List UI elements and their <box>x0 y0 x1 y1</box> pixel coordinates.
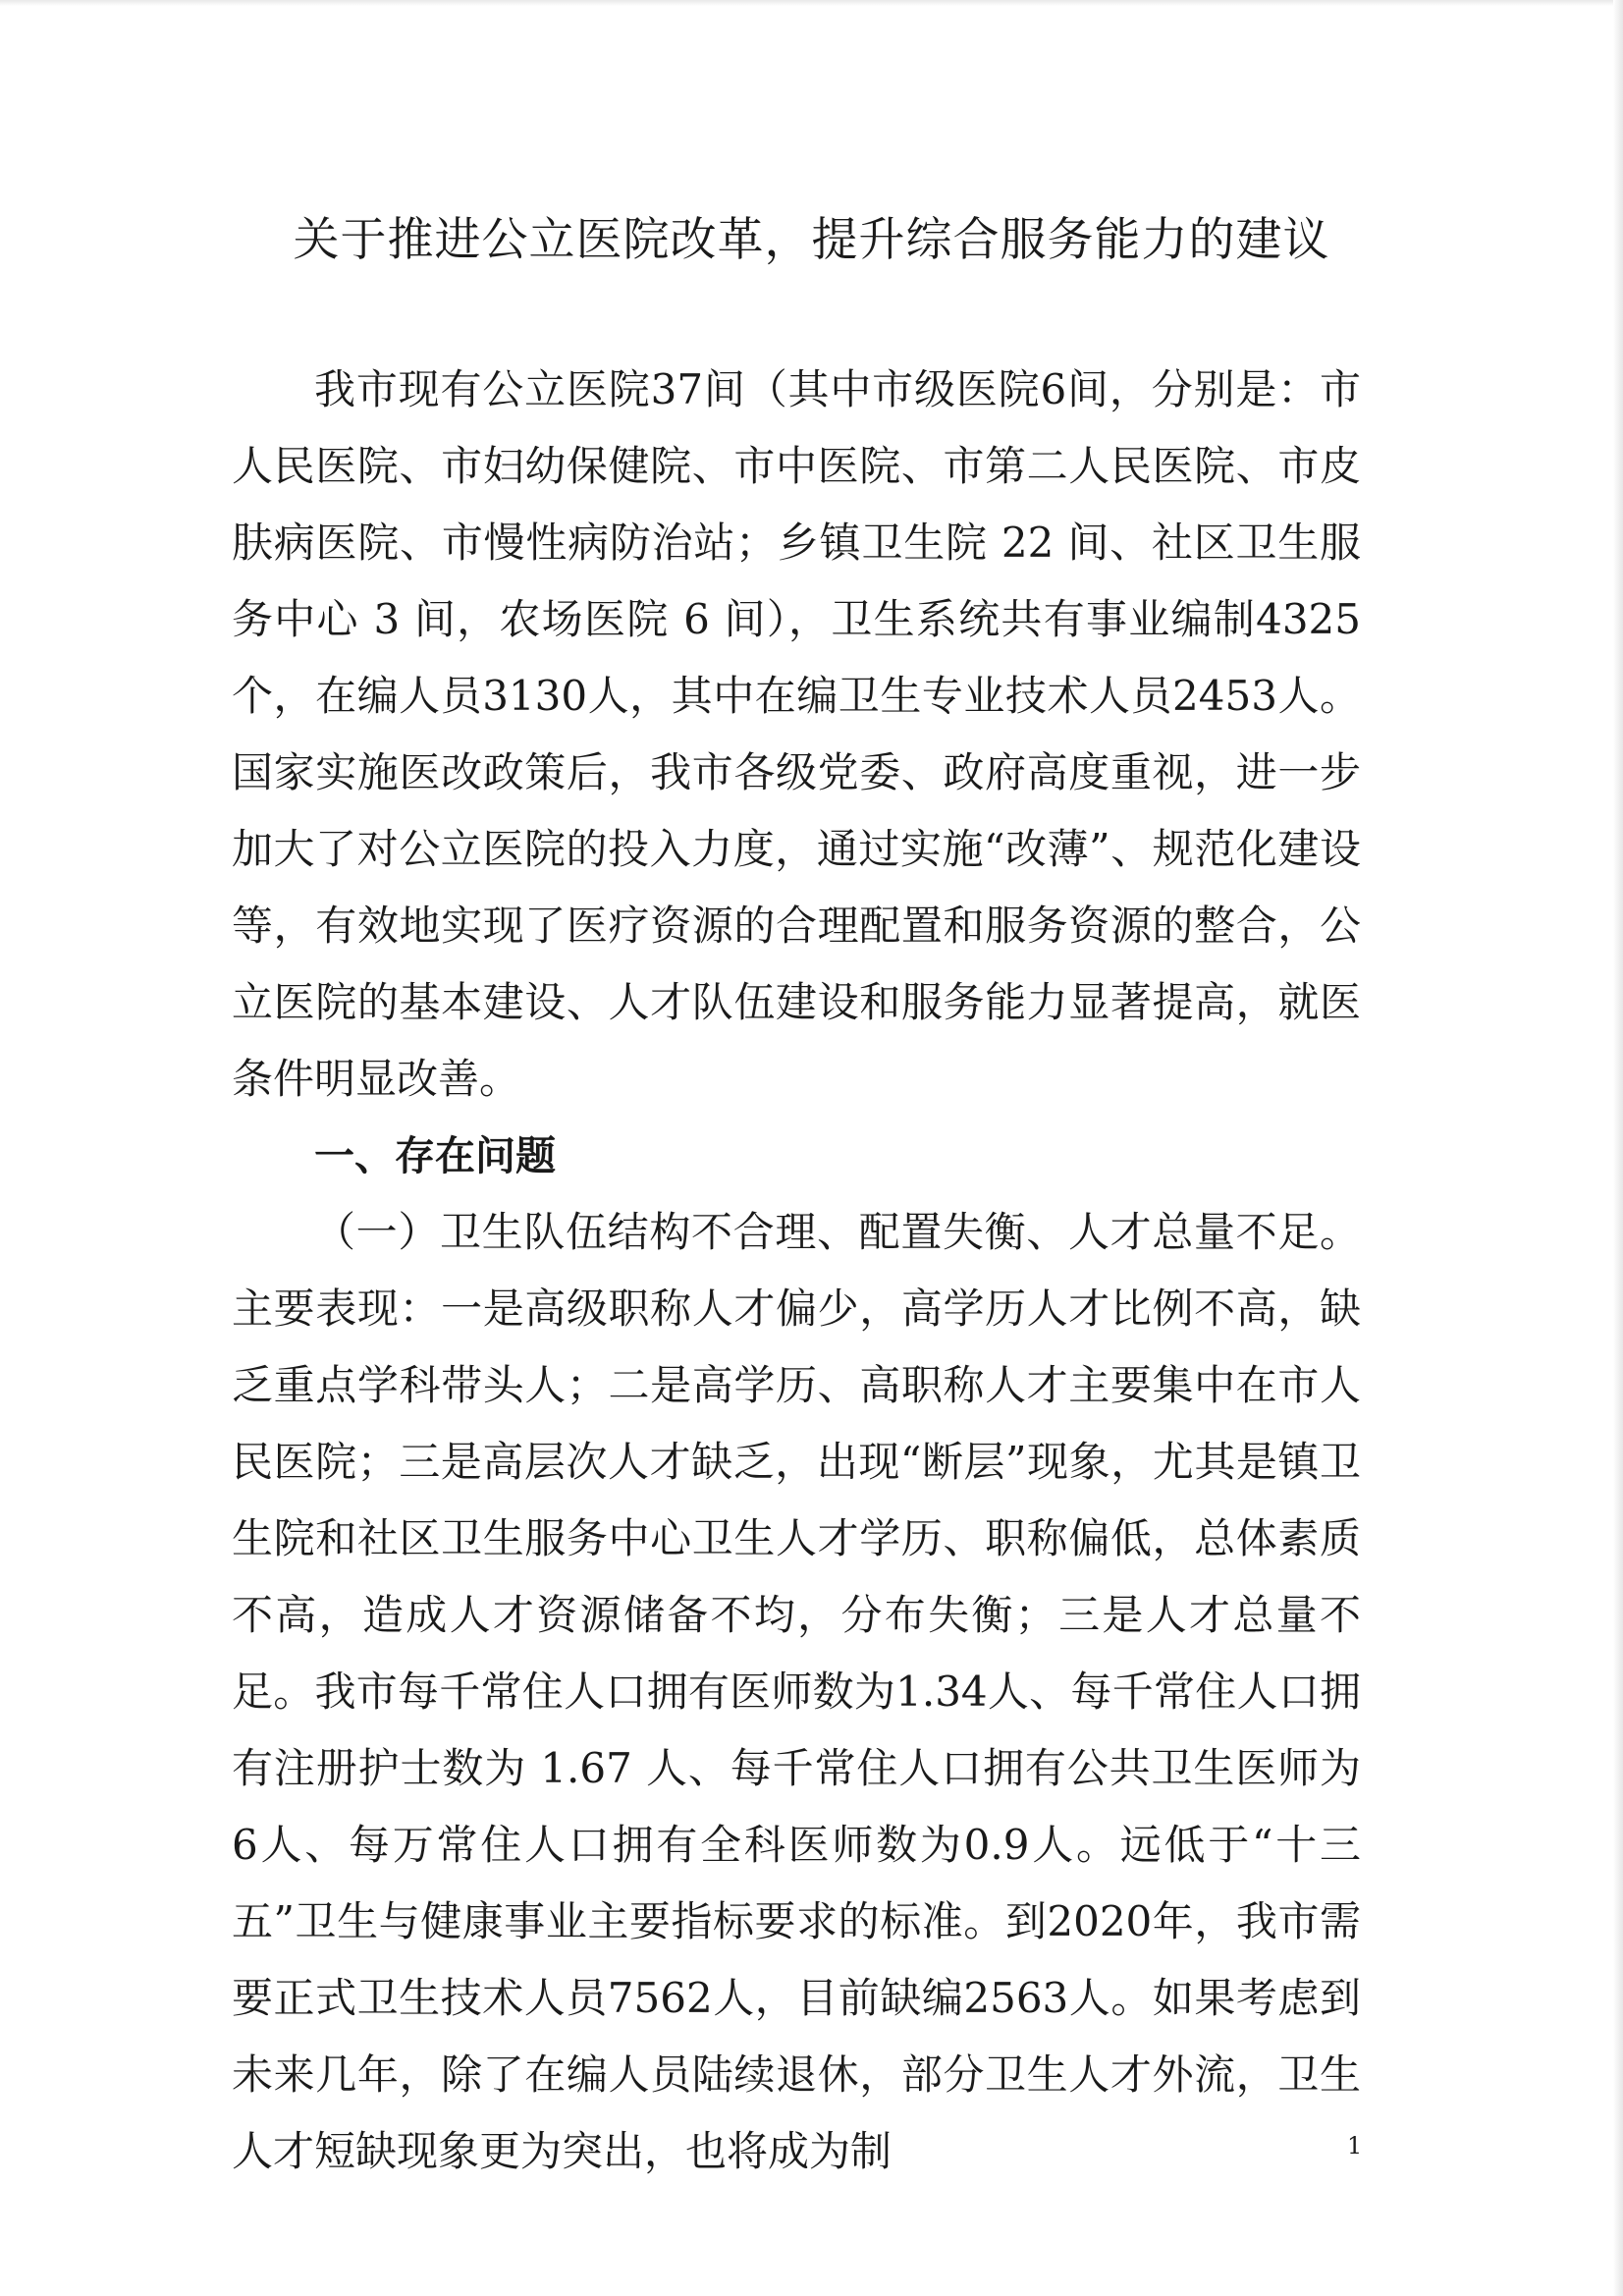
document-title: 关于推进公立医院改革，提升综合服务能力的建议 <box>293 213 1330 267</box>
document-body <box>232 352 1361 2190</box>
page-number: 1 <box>1347 2132 1363 2159</box>
scan-edge-top <box>0 0 1623 6</box>
section-paragraph: （一）卫生队伍结构不合理、配置失衡、人才总量不足。主要表现：一是高级职称人才偏少，高学历人才比例不高，缺乏重点学科带头人；二是高学历、高职称人才主要集中在市人民医院；三是高层次人才缺乏，出现“断层”现象，尤其是镇卫生院和社区卫生服务中心卫生人才学历、职称偏低，总体素质不高，造成人才资源储备不均，分布失衡；三是人才总量不足。我市每千常住人口拥有医师数为1.34人、每千常住人口拥有注册护士数为 1.67 人、每千常住人口拥有公共卫生医师为6人、每万常住人口拥有全科医师数为0.9人。远低于“十三五”卫生与健康事业主要指标要求的标准。到2020年，我市需要正式卫生技术人员7562人，目前缺编2563人。如果考虑到未来几年，除了在编人员陆续退休，部分卫生人才外流，卫生人才短缺现象更为突出，也将成为制 <box>232 1208 1361 2175</box>
section-heading: 一、存在问题 <box>314 1132 556 1179</box>
intro-paragraph: 我市现有公立医院37间（其中市级医院6间，分别是：市人民医院、市妇幼保健院、市中医院、市第二人民医院、市皮肤病医院、市慢性病防治站；乡镇卫生院 22 间、社区卫生服务中心 3 间，农场医院 6 间），卫生系统共有事业编制4325个，在编人员3130人，其中在编卫生专业技术人员2453人。国家实施医改政策后，我市各级党委、政府高度重视，进一步加大了对公立医院的投入力度，通过实施“改薄”、规范化建设等，有效地实现了医疗资源的合理配置和服务资源的整合，公立医院的基本建设、人才队伍建设和服务能力显著提高，就医条件明显改善。 <box>232 365 1361 1103</box>
scan-edge-right <box>1613 0 1623 2296</box>
